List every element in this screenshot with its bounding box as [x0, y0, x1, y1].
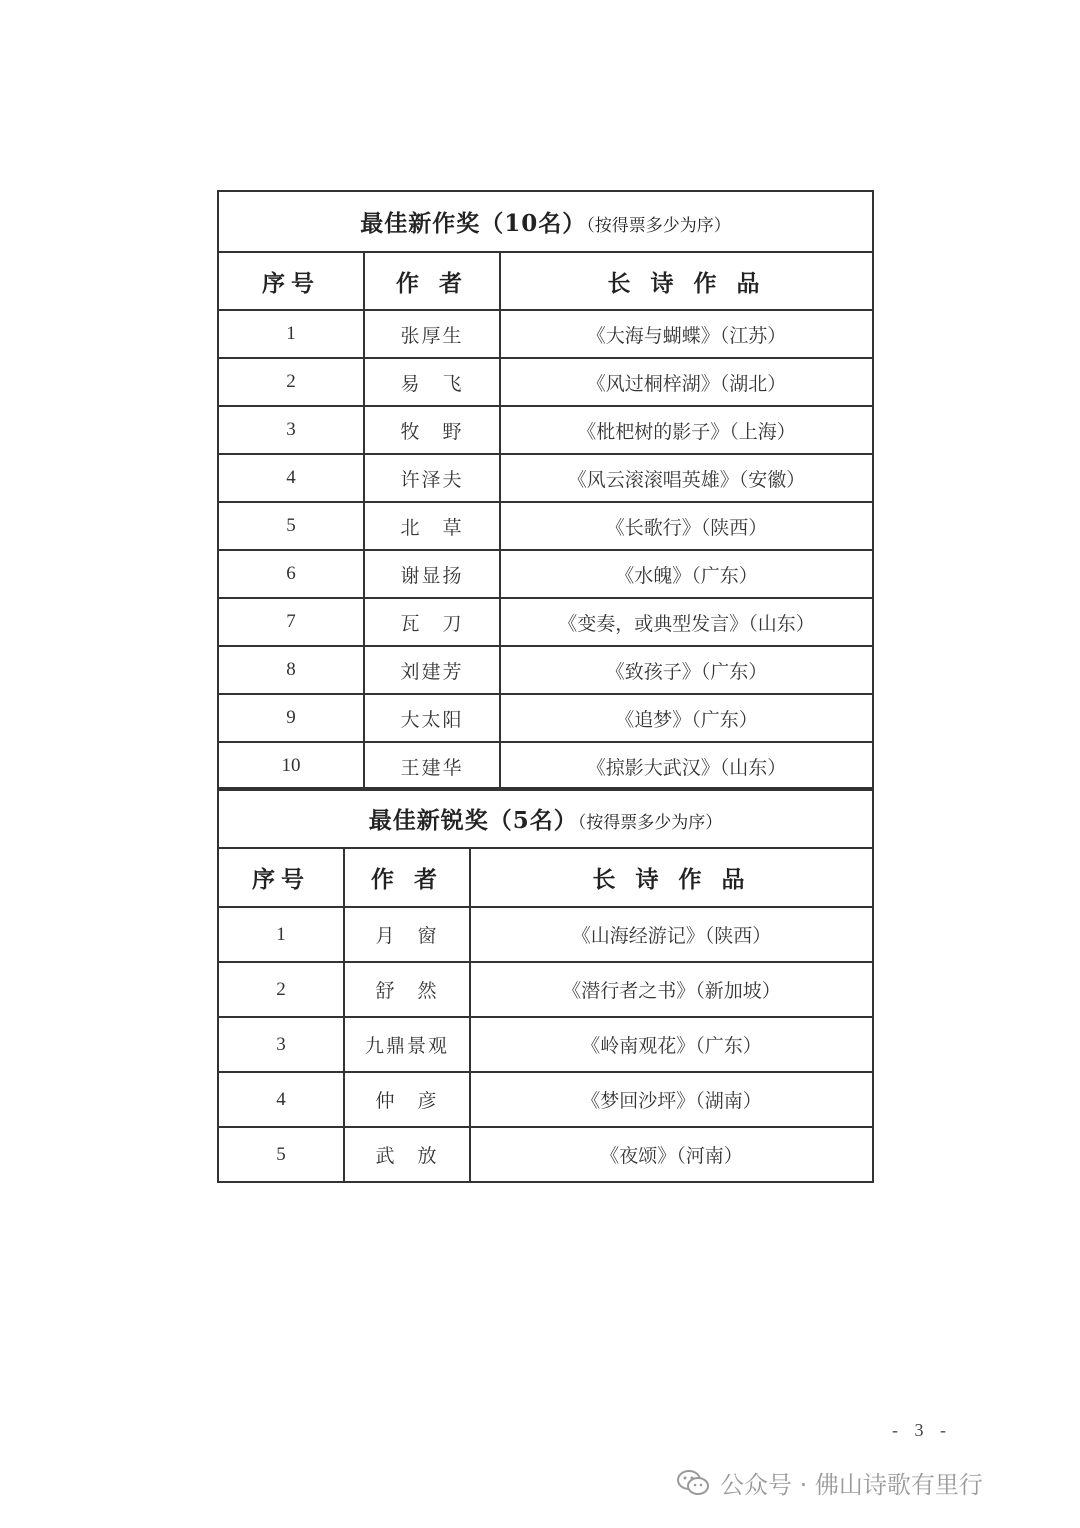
row-author: 大太阳 [364, 694, 500, 742]
wechat-icon [676, 1469, 710, 1497]
row-author: 刘建芳 [364, 646, 500, 694]
row-number: 1 [218, 310, 364, 358]
table-row [218, 502, 873, 550]
row-author: 易 飞 [364, 358, 500, 406]
table-row [218, 694, 873, 742]
table-row [218, 962, 873, 1017]
row-author: 武 放 [344, 1127, 470, 1182]
table-row [218, 358, 873, 406]
award-title [218, 788, 873, 848]
row-author: 瓦 刀 [364, 598, 500, 646]
row-work: 《梦回沙坪》（湖南） [470, 1072, 873, 1127]
row-number: 7 [218, 598, 364, 646]
row-work: 《变奏，或典型发言》（山东） [500, 598, 873, 646]
award-title-note: （按得票多少为序） [586, 216, 731, 236]
row-work: 《水魄》（广东） [500, 550, 873, 598]
row-author: 仲 彦 [344, 1072, 470, 1127]
row-work: 《长歌行》（陕西） [500, 502, 873, 550]
award-title-text: 最佳新锐奖（5名） [368, 806, 578, 834]
row-author: 张厚生 [364, 310, 500, 358]
table-row [218, 1072, 873, 1127]
row-number: 2 [218, 962, 344, 1017]
row-number: 9 [218, 694, 364, 742]
row-author: 舒 然 [344, 962, 470, 1017]
table-row [218, 742, 873, 790]
header-author: 作 者 [344, 848, 470, 907]
row-number: 6 [218, 550, 364, 598]
row-author: 月 窗 [344, 907, 470, 962]
row-work: 《岭南观花》（广东） [470, 1017, 873, 1072]
row-author: 北 草 [364, 502, 500, 550]
watermark [676, 1465, 983, 1500]
table-row [218, 1127, 873, 1182]
row-number: 2 [218, 358, 364, 406]
row-author: 牧 野 [364, 406, 500, 454]
row-number: 1 [218, 907, 344, 962]
row-number: 5 [218, 502, 364, 550]
table-row [218, 310, 873, 358]
award-table-best-rising [217, 787, 874, 1183]
award-title [218, 191, 873, 252]
row-number: 3 [218, 406, 364, 454]
table-row [218, 550, 873, 598]
header-number: 序号 [218, 252, 364, 310]
row-author: 王建华 [364, 742, 500, 790]
row-work: 《风过桐梓湖》（湖北） [500, 358, 873, 406]
award-title-note: （按得票多少为序） [577, 812, 723, 833]
table-row [218, 907, 873, 962]
award-table-best-new-work [217, 190, 874, 791]
watermark-text: 公众号 · 佛山诗歌有里行 [720, 1471, 983, 1499]
row-number: 4 [218, 1072, 344, 1127]
table-row [218, 646, 873, 694]
row-number: 4 [218, 454, 364, 502]
row-work: 《潜行者之书》（新加坡） [470, 962, 873, 1017]
table-row [218, 454, 873, 502]
table-row [218, 1017, 873, 1072]
row-author: 九鼎景观 [344, 1017, 470, 1072]
row-author: 许泽夫 [364, 454, 500, 502]
row-work: 《掠影大武汉》（山东） [500, 742, 873, 790]
row-author: 谢显扬 [364, 550, 500, 598]
row-number: 3 [218, 1017, 344, 1072]
row-work: 《追梦》（广东） [500, 694, 873, 742]
header-work: 长 诗 作 品 [500, 252, 873, 310]
row-work: 《大海与蝴蝶》（江苏） [500, 310, 873, 358]
row-work: 《夜颂》（河南） [470, 1127, 873, 1182]
header-number: 序号 [218, 848, 344, 907]
award-title-text: 最佳新作奖（10名） [360, 210, 587, 237]
table-row [218, 598, 873, 646]
header-work: 长 诗 作 品 [470, 848, 873, 907]
row-work: 《致孩子》（广东） [500, 646, 873, 694]
row-number: 5 [218, 1127, 344, 1182]
table-row [218, 406, 873, 454]
row-work: 《风云滚滚唱英雄》（安徽） [500, 454, 873, 502]
row-number: 8 [218, 646, 364, 694]
row-number: 10 [218, 742, 364, 790]
header-author: 作 者 [364, 252, 500, 310]
page-number: - 3 - [892, 1420, 952, 1440]
row-work: 《山海经游记》（陕西） [470, 907, 873, 962]
row-work: 《枇杷树的影子》（上海） [500, 406, 873, 454]
